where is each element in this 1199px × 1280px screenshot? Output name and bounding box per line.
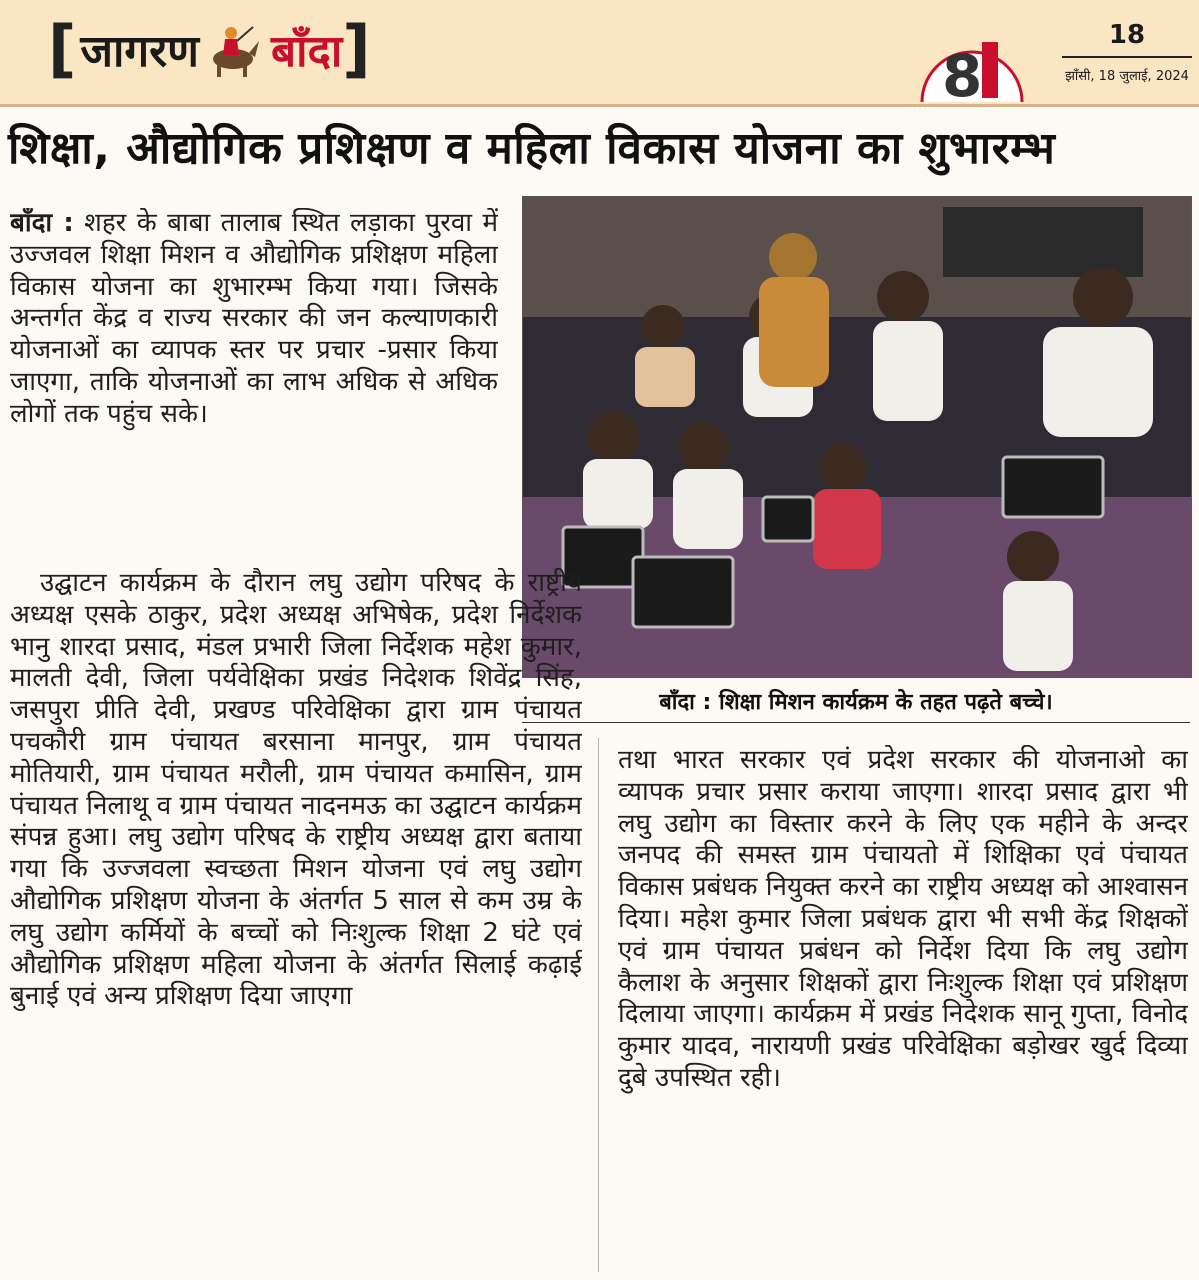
edition-city: बाँदा	[270, 26, 343, 77]
logo-bracket-left: [	[48, 12, 77, 85]
paragraph-1	[10, 208, 498, 431]
article-column-right	[618, 745, 1188, 1275]
newspaper-logo	[48, 10, 371, 88]
column-divider	[598, 738, 599, 1272]
paragraph-2: उद्घाटन कार्यक्रम के दौरान लघु उद्योग परिषद के राष्ट्रीय अध्यक्ष एसके ठाकुर, प्रदेश अध्यक्ष अभिषेक, प्रदेश निर्देशक भानु शारदा प्रसाद, मंडल प्रभारी जिला निर्देशक महेश कुमार, मालती देवी, जिला पर्यवेक्षिका प्रखंड निदेशक शिवेंद्र सिंह, जसपुरा प्रीति देवी, प्रखण्ड परिवेक्षिका द्वारा ग्राम पंचायत पचकौरी ग्राम पंचायत बरसाना मानपुर, ग्राम पंचायत मोतियारी, ग्राम पंचायत मरौली, ग्राम पंचायत कमासिन, ग्राम पंचायत निलाथू व ग्राम पंचायत नादनमऊ का उद्घाटन कार्यक्रम संपन्न हुआ। लघु उद्योग परिषद के राष्ट्रीय अध्यक्ष द्वारा बताया गया कि उज्जवला स्वच्छता मिशन योजना एवं लघु उद्योग औद्योगिक प्रशिक्षण योजना के अंतर्गत 5 साल से कम उम्र के लघु उद्योग कर्मियों के बच्चों को निःशुल्क शिक्षा 2 घंटे एवं औद्योगिक प्रशिक्षण महिला योजना के अंतर्गत सिलाई कढ़ाई बुनाई एवं अन्य प्रशिक्षण दिया जाएगा	[10, 568, 582, 1012]
page-info	[1062, 20, 1192, 84]
page-number: 18	[1062, 20, 1192, 58]
paragraph-1-text: शहर के बाबा तालाब स्थित लड़ाका पुरवा में उज्जवल शिक्षा मिशन व औद्योगिक प्रशिक्षण महिला विकास योजना का शुभारम्भ किया गया। जिसके अन्तर्गत केंद्र व राज्य सरकार की जन कल्याणकारी योजनाओं का व्यापक स्तर पर प्रचार -प्रसार किया जाएगा, ताकि योजनाओं का लाभ अधिक से अधिक लोगों तक पहुंच सके।	[10, 208, 498, 429]
81-years-badge-icon	[912, 14, 1032, 102]
news-photo	[522, 196, 1192, 678]
caption-divider	[522, 722, 1190, 723]
paper-name: जागरण	[80, 26, 199, 77]
logo-bracket-right: ]	[342, 12, 371, 85]
article-column-left	[10, 568, 582, 1274]
svg-text:8: 8	[942, 42, 983, 102]
masthead	[0, 0, 1199, 107]
photo-caption: बाँदा : शिक्षा मिशन कार्यक्रम के तहत पढ़ते बच्चे।	[659, 690, 1053, 715]
horse-rider-emblem-icon	[203, 17, 263, 81]
headline: शिक्षा, औद्योगिक प्रशिक्षण व महिला विकास योजना का शुभारम्भ	[8, 123, 1056, 174]
article-column-left-top	[10, 208, 498, 568]
dateline: बाँदा :	[10, 208, 74, 238]
edition-date: झाँसी, 18 जुलाई, 2024	[1065, 69, 1189, 84]
paragraph-3: तथा भारत सरकार एवं प्रदेश सरकार की योजनाओ का व्यापक प्रचार प्रसार कराया जाएगा। शारदा प्रसाद द्वारा भी लघु उद्योग का विस्तार करने के लिए एक महीने के अन्दर जनपद की समस्त ग्राम पंचायतो में शिक्षिका एवं पंचायत विकास प्रबंधक नियुक्त करने का राष्ट्रीय अध्यक्ष को आश्वासन दिया। महेश कुमार जिला प्रबंधक द्वारा भी सभी केंद्र शिक्षकों एवं ग्राम पंचायत प्रबंधन को निर्देश दिया कि लघु उद्योग कैलाश के अनुसार शिक्षकों द्वारा निःशुल्क शिक्षा एवं प्रशिक्षण दिलाया जाएगा। कार्यक्रम में प्रखंड निदेशक सानू गुप्ता, विनोद कुमार यादव, नारायणी प्रखंड परिवेक्षिका बड़ोखर खुर्द दिव्या दुबे उपस्थित रही।	[618, 745, 1188, 1093]
